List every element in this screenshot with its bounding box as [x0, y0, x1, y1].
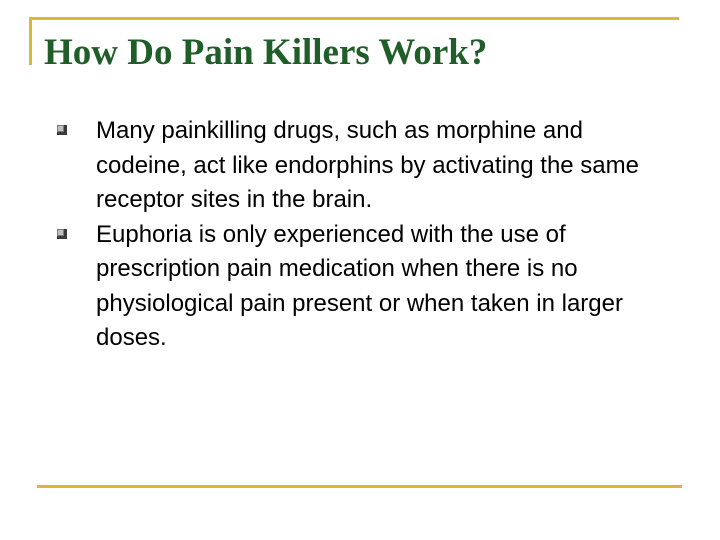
bullet-item [57, 218, 677, 356]
square-bullet-icon [57, 125, 67, 135]
top-rule [29, 17, 679, 20]
bottom-rule [37, 485, 682, 488]
bullet-text: Euphoria is only experienced with the use of prescription pain medication when there is no physiological pain present or when taken in larger doses. [96, 220, 623, 351]
left-rule [29, 17, 32, 65]
square-bullet-icon [57, 229, 67, 239]
bullet-item [57, 114, 677, 218]
slide-title: How Do Pain Killers Work? [44, 32, 488, 73]
bullet-list [57, 114, 677, 356]
bullet-text: Many painkilling drugs, such as morphine and codeine, act like endorphins by activating the same receptor sites in the brain. [96, 117, 639, 213]
